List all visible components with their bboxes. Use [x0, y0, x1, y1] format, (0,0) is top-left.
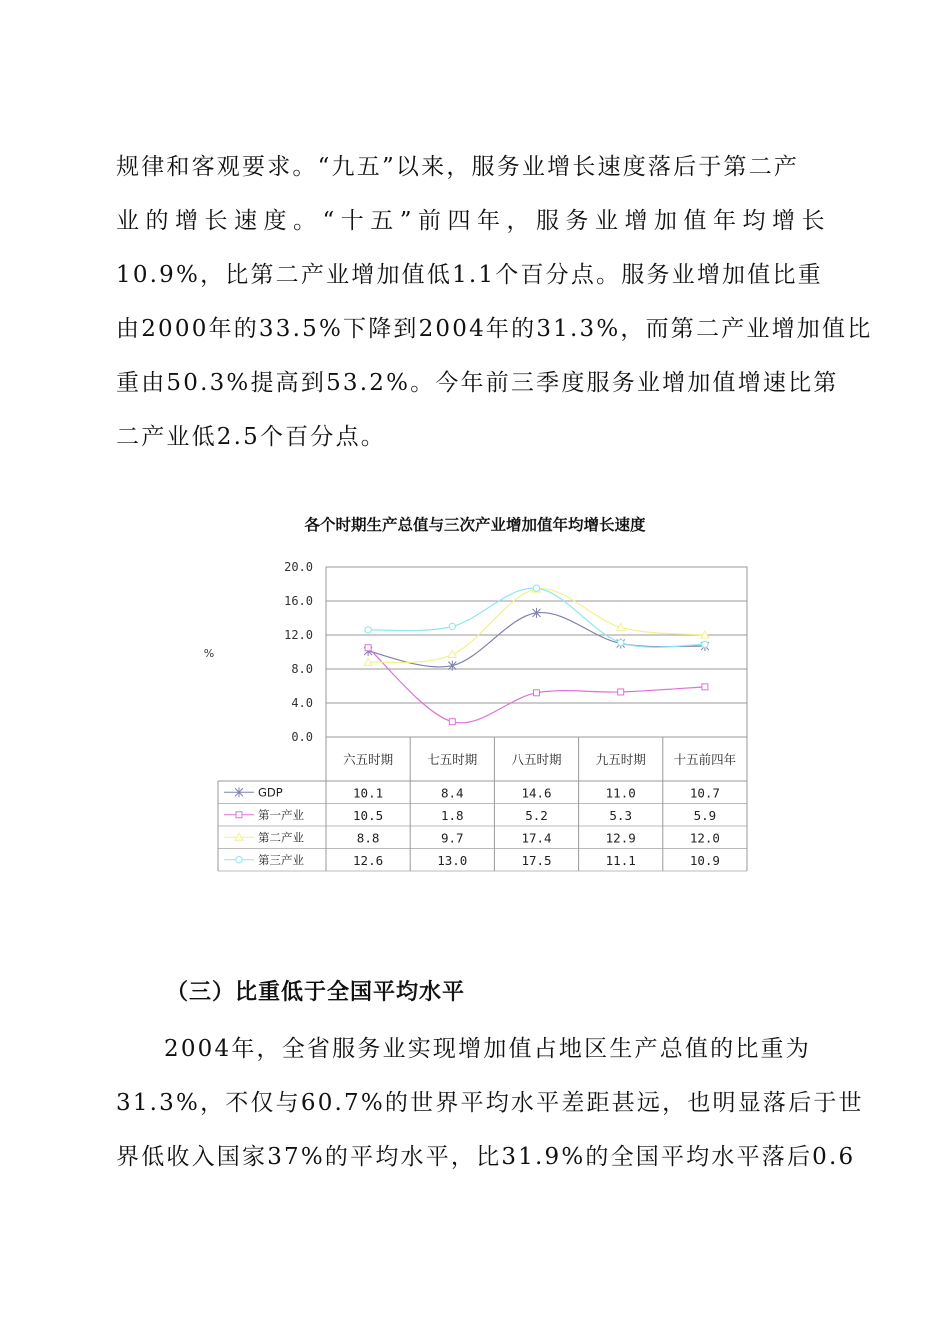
legend-label: GDP — [258, 785, 283, 800]
data-point — [618, 689, 624, 695]
text-line: 业的增长速度。“十五”前四年，服务业增加值年均增长 — [116, 208, 832, 234]
data-point — [449, 719, 455, 725]
data-label: 14.6 — [521, 785, 552, 801]
text-line: 重由50.3%提高到53.2%。今年前三季度服务业增加值增速比第 — [116, 370, 839, 396]
y-tick-label: 4.0 — [291, 696, 313, 710]
legend-label: 第一产业 — [258, 807, 304, 822]
section-heading: （三）比重低于全国平均水平 — [166, 980, 466, 1005]
legend-label: 第三产业 — [258, 852, 304, 867]
series-line — [368, 589, 705, 663]
data-label: 8.8 — [356, 830, 380, 846]
data-point — [533, 585, 539, 591]
data-point — [449, 623, 455, 629]
text-line: 二产业低2.5个百分点。 — [116, 424, 386, 450]
text-line: 由2000年的33.5%下降到2004年的31.3%，而第二产业增加值比 — [116, 316, 873, 342]
category-label: 十五前四年 — [673, 752, 737, 767]
data-point — [534, 690, 540, 696]
data-point — [365, 645, 371, 651]
text-line: 2004年，全省服务业实现增加值占地区生产总值的比重为 — [164, 1036, 811, 1062]
text-line: 10.9%，比第二产业增加值低1.1个百分点。服务业增加值比重 — [116, 262, 823, 288]
text-line: 规律和客观要求。“九五”以来，服务业增长速度落后于第二产 — [116, 154, 800, 180]
category-label: 七五时期 — [427, 752, 478, 767]
data-label: 10.1 — [353, 785, 384, 801]
y-tick-label: 20.0 — [284, 560, 313, 574]
series-line — [368, 613, 705, 667]
legend-label: 第二产业 — [258, 830, 304, 845]
data-label: 17.5 — [521, 852, 552, 868]
data-point — [618, 639, 624, 645]
category-label: 九五时期 — [595, 752, 646, 767]
text-line: 31.3%，不仅与60.7%的世界平均水平差距甚远，也明显落后于世 — [116, 1090, 864, 1116]
data-label: 17.4 — [521, 830, 552, 846]
data-label: 12.6 — [353, 852, 384, 868]
y-axis-label: % — [203, 647, 215, 660]
data-label: 10.9 — [689, 852, 720, 868]
text-line: 界低收入国家37%的平均水平，比31.9%的全国平均水平落后0.6 — [116, 1144, 856, 1170]
data-label: 9.7 — [441, 830, 464, 846]
data-label: 10.5 — [353, 807, 384, 823]
data-point — [448, 651, 456, 658]
y-tick-label: 12.0 — [284, 628, 313, 642]
category-label: 六五时期 — [343, 752, 394, 767]
legend-marker — [236, 812, 242, 818]
data-point — [702, 684, 708, 690]
legend-marker — [236, 857, 242, 863]
y-tick-label: 0.0 — [291, 730, 313, 744]
data-point — [365, 627, 371, 633]
data-label: 5.2 — [525, 807, 548, 823]
data-label: 8.4 — [441, 785, 464, 801]
series-line — [368, 648, 705, 723]
body-paragraph-2 — [116, 1022, 864, 1184]
y-tick-label: 16.0 — [284, 594, 313, 608]
data-point — [702, 641, 708, 647]
data-label: 11.0 — [605, 785, 636, 801]
data-label: 5.3 — [609, 807, 632, 823]
data-label: 11.1 — [605, 852, 636, 868]
y-tick-label: 8.0 — [291, 662, 313, 676]
data-label: 12.0 — [689, 830, 720, 846]
data-label: 13.0 — [437, 852, 468, 868]
data-label: 12.9 — [605, 830, 636, 846]
data-label: 1.8 — [441, 807, 464, 823]
data-label: 5.9 — [693, 807, 717, 823]
chart-title: 各个时期生产总值与三次产业增加值年均增长速度 — [304, 516, 646, 534]
category-label: 八五时期 — [511, 752, 562, 767]
data-label: 10.7 — [689, 785, 720, 801]
